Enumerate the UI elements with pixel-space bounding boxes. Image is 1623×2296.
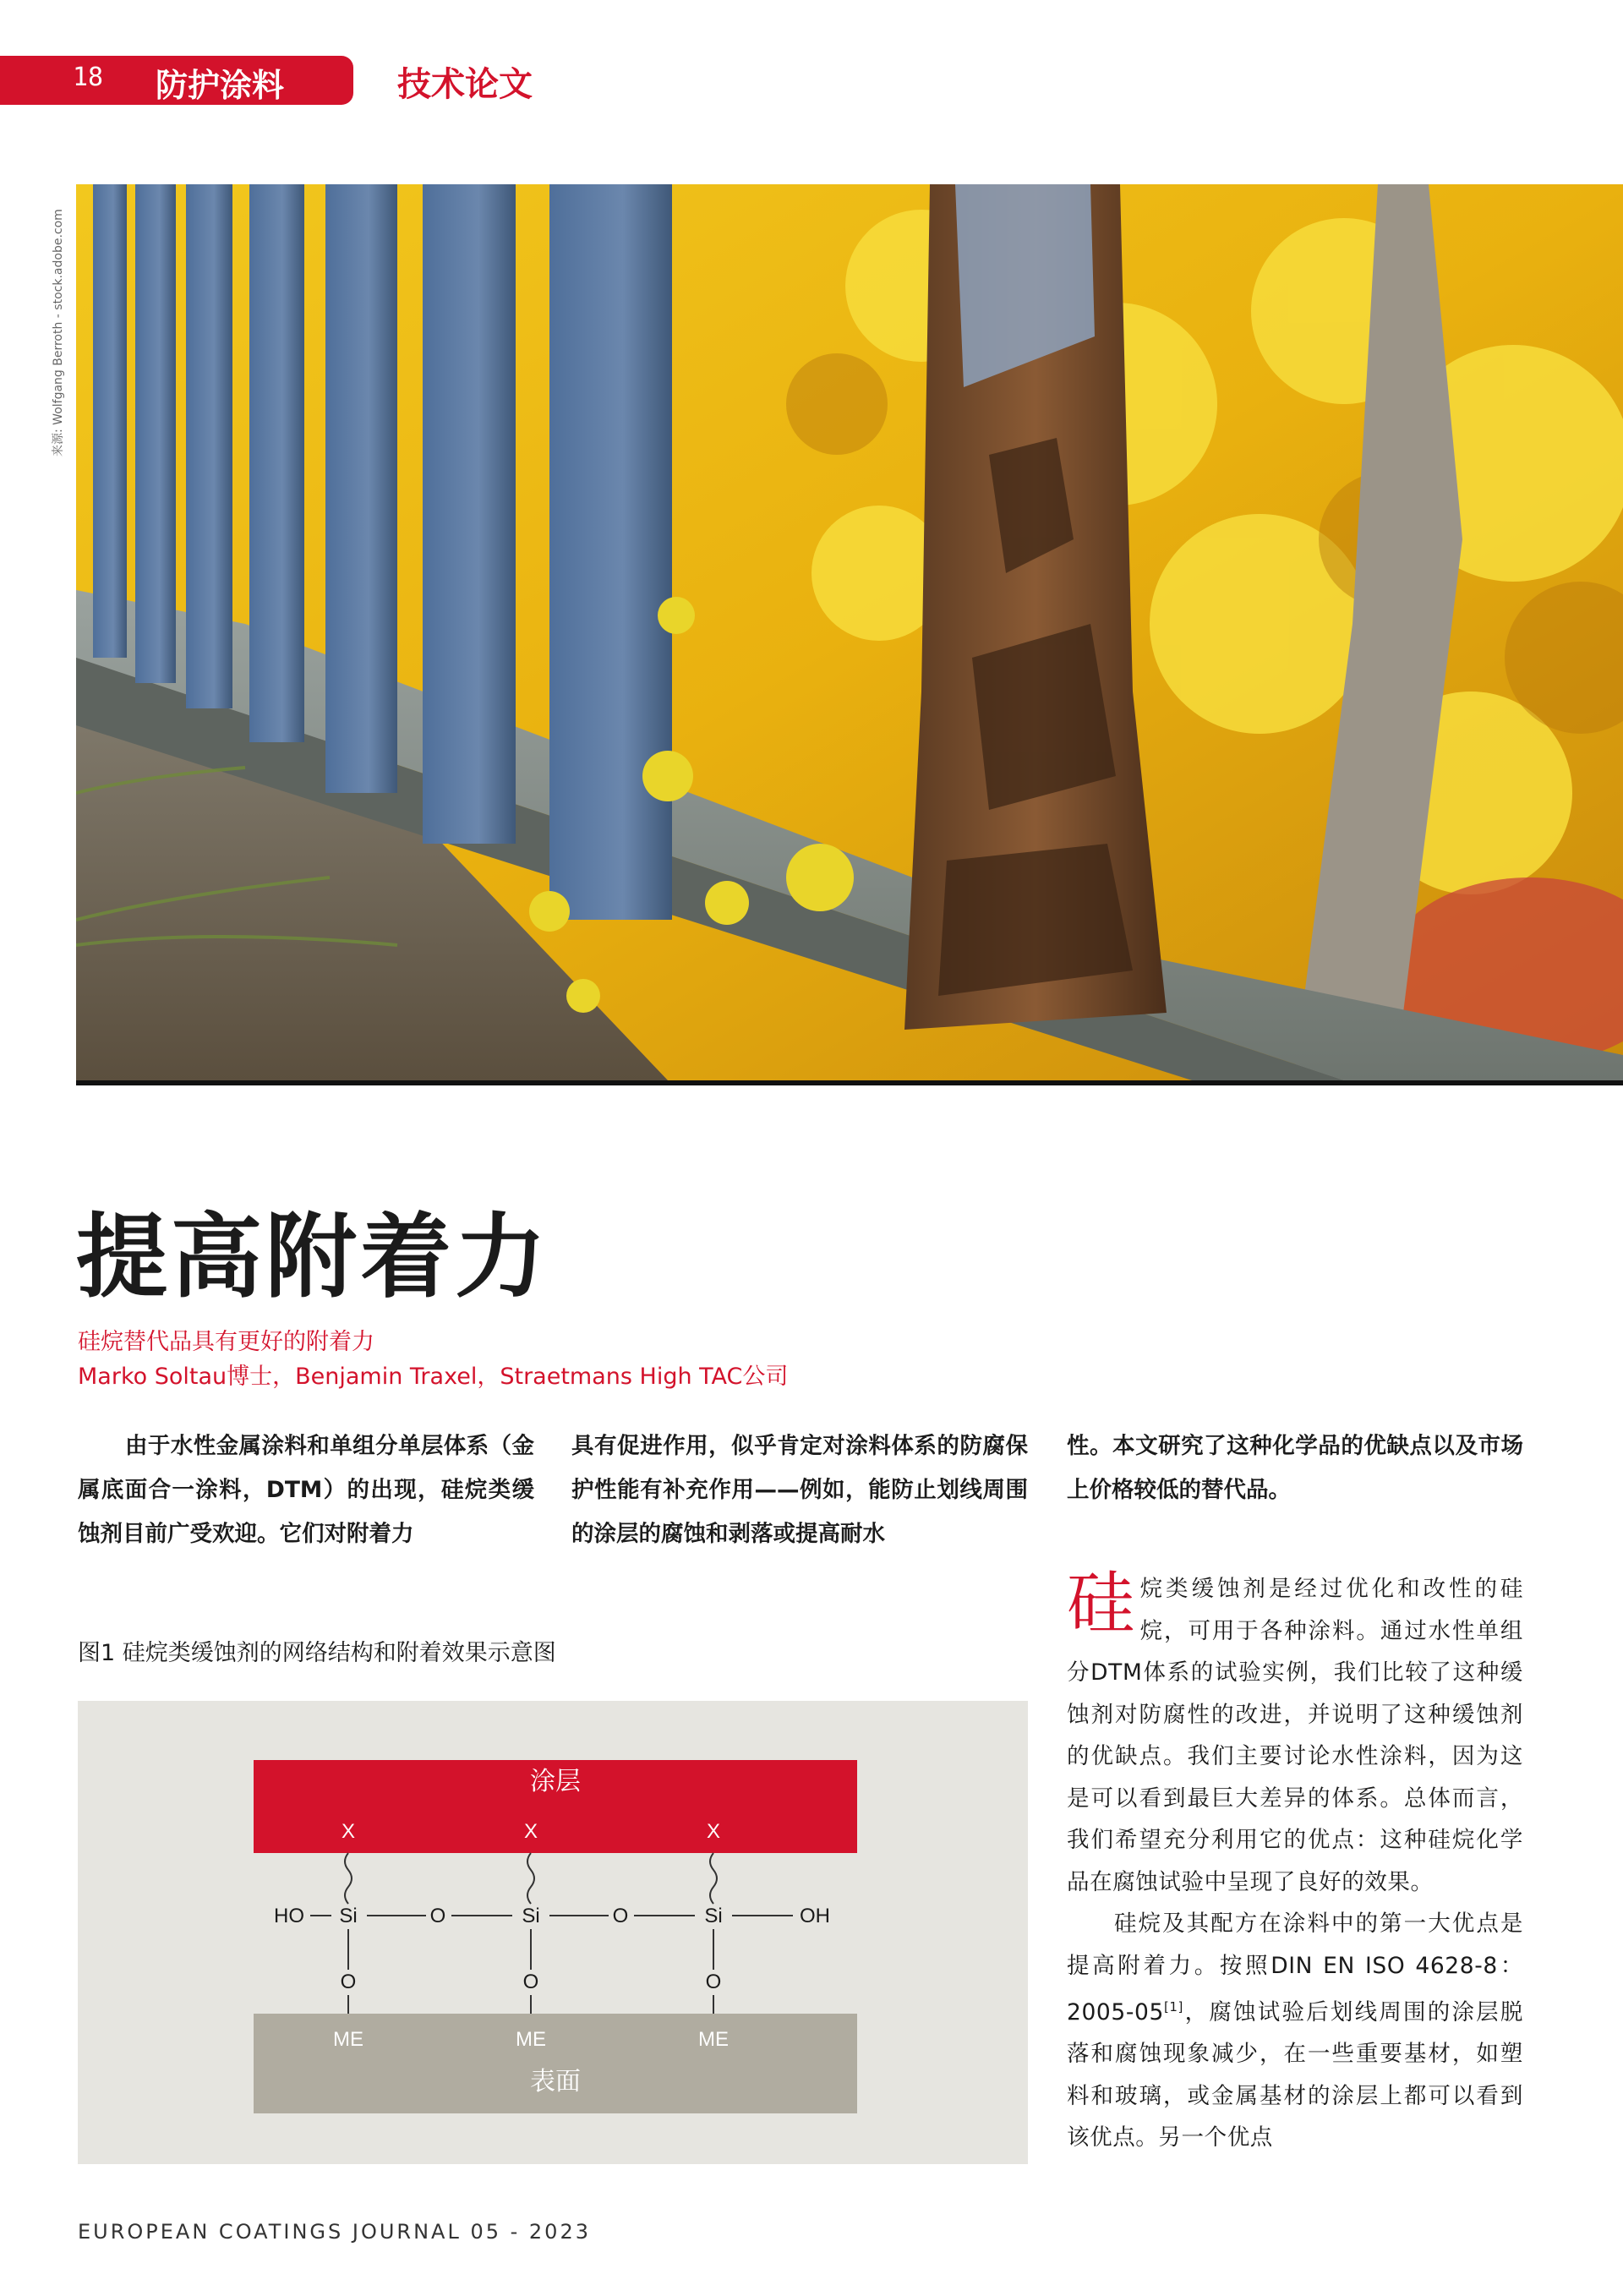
wavy-bonds xyxy=(345,1853,717,1904)
lead-column-3 xyxy=(1067,1424,1523,1512)
x-label-3: X xyxy=(706,1820,721,1843)
lead-column-1 xyxy=(78,1424,534,1556)
x-label-2: X xyxy=(523,1820,538,1843)
header-photo xyxy=(76,184,1623,1085)
lead-column-2 xyxy=(571,1424,1028,1556)
ho-label: HO xyxy=(274,1905,304,1927)
body-paragraph-1-text: 烷类缓蚀剂是经过优化和改性的硅烷，可用于各种涂料。通过水性单组分DTM体系的试验实例，我们比较了这种缓蚀剂对防腐性的改进，并说明了这种缓蚀剂的优缺点。我们主要讨论水性涂料，因为这是可以看到最巨大差异的体系。总体而言，我们希望充分利用它的优点：这种硅烷化学品在腐蚀试验中呈现了良好的效果。 xyxy=(1067,1576,1523,1895)
si-label-1: Si xyxy=(339,1905,358,1927)
body-paragraph-1 xyxy=(1067,1564,1523,1903)
article-authors: Marko Soltau博士，Benjamin Traxel，Straetmans High TAC公司 xyxy=(78,1364,789,1390)
body-column xyxy=(1067,1564,1523,2159)
figure-1 xyxy=(78,1701,1028,2164)
page-number: 18 xyxy=(73,63,104,92)
x-label-1: X xyxy=(341,1820,356,1843)
section-label: 防护涂料 xyxy=(156,67,285,104)
me-label-3: ME xyxy=(698,2028,729,2051)
silane-network-diagram xyxy=(78,1701,1028,2164)
body-paragraph-2 xyxy=(1067,1903,1523,2159)
o-bridge-1: O xyxy=(429,1905,446,1927)
si-label-3: Si xyxy=(704,1905,723,1927)
photo-credit: 来源: Wolfgang Berroth - stock.adobe.com xyxy=(52,209,65,456)
o-bridge-2: O xyxy=(612,1905,629,1927)
o-below-1: O xyxy=(340,1971,357,1993)
rusty-fence-photo xyxy=(76,184,1623,1080)
lead-text-3: 性。本文研究了这种化学品的优缺点以及市场上价格较低的替代品。 xyxy=(1067,1433,1523,1503)
me-label-1: ME xyxy=(333,2028,363,2051)
si-label-2: Si xyxy=(522,1905,540,1927)
lead-text-2: 具有促进作用，似乎肯定对涂料体系的防腐保护性能有补充作用——例如，能防止划线周围的涂层的腐蚀和剥落或提高耐水 xyxy=(571,1433,1028,1547)
body-paragraph-2-text-b: ，腐蚀试验后划线周围的涂层脱落和腐蚀现象减少，在一些重要基材，如塑料和玻璃，或金属基材的涂层上都可以看到该优点。另一个优点 xyxy=(1067,1998,1523,2151)
body-paragraph-2-text-a: 硅烷及其配方在涂料中的第一大优点是提高附着力。按照DIN EN ISO 4628-8：2005-05 xyxy=(1067,1911,1523,2025)
o-below-2: O xyxy=(522,1971,539,1993)
surface-label: 表面 xyxy=(530,2068,581,2096)
reference-1[interactable]: [1] xyxy=(1163,1999,1183,2014)
article-title: 提高附着力 xyxy=(76,1205,550,1310)
figure-caption: 图1 硅烷类缓蚀剂的网络结构和附着效果示意图 xyxy=(78,1640,556,1666)
journal-footer: EUROPEAN COATINGS JOURNAL 05 - 2023 xyxy=(78,2220,591,2244)
oh-label: OH xyxy=(800,1905,830,1927)
o-below-3: O xyxy=(705,1971,722,1993)
me-label-2: ME xyxy=(516,2028,546,2051)
drop-cap: 硅 xyxy=(1067,1564,1135,1643)
lead-text-1: 由于水性金属涂料和单组分单层体系（金属底面合一涂料，DTM）的出现，硅烷类缓蚀剂目前广受欢迎。它们对附着力 xyxy=(78,1433,534,1547)
bond-lines xyxy=(310,1916,793,2014)
article-subtitle: 硅烷替代品具有更好的附着力 xyxy=(78,1329,374,1355)
category-label: 技术论文 xyxy=(397,65,533,104)
coating-label: 涂层 xyxy=(530,1768,581,1796)
